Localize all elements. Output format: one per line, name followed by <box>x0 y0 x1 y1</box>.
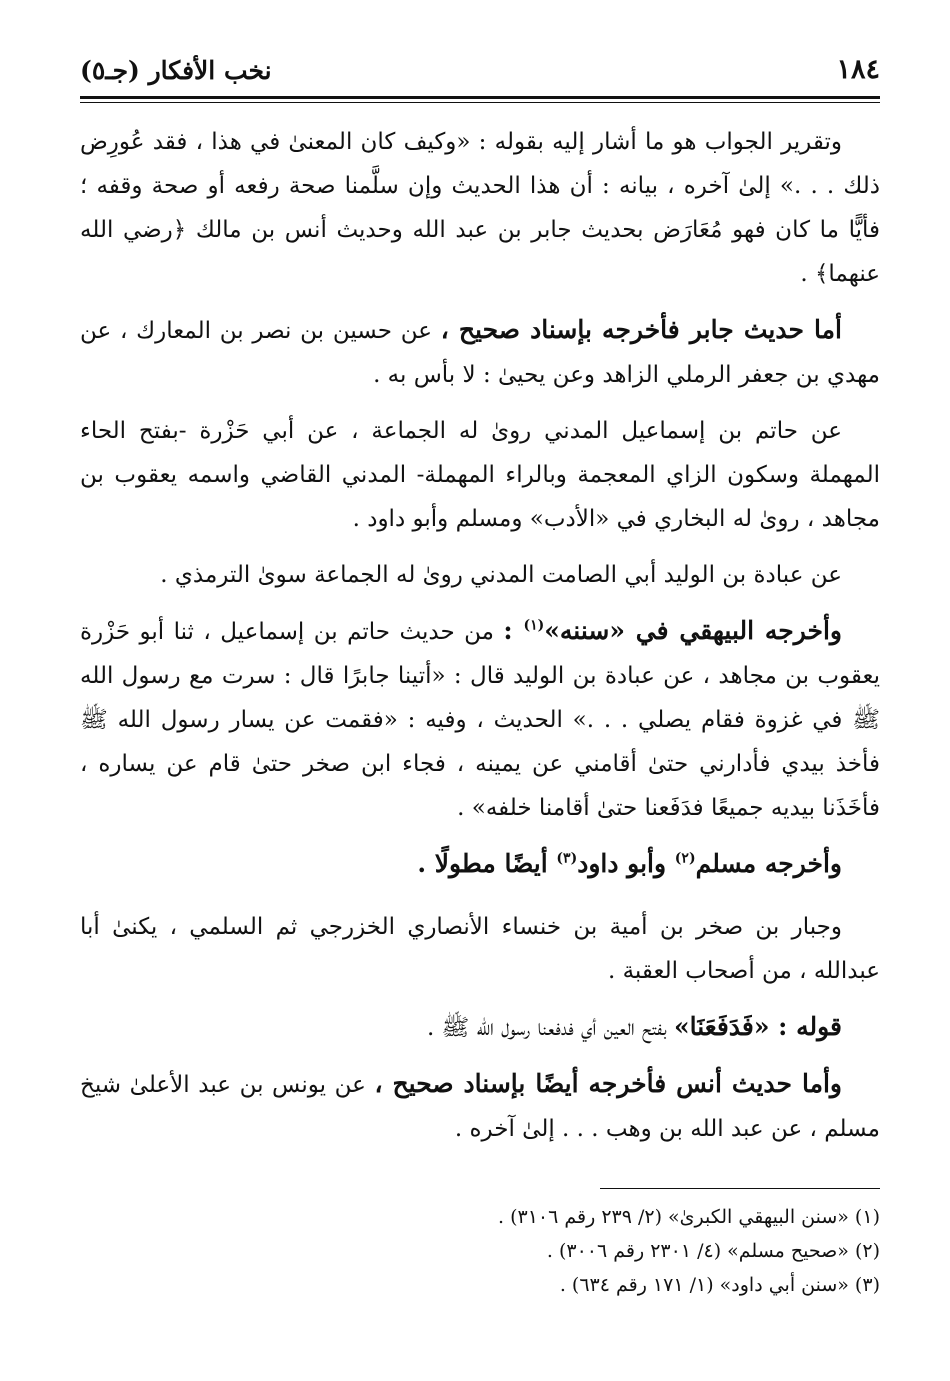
header-rule-thick <box>80 96 880 99</box>
paragraph-anas-hadith <box>80 1062 880 1151</box>
paragraph-text: بفتح العين أي فدفعنا رسول الله ﷺ . <box>426 1015 674 1041</box>
footnotes <box>80 1200 880 1302</box>
paragraph-jabir-hadith <box>80 308 880 397</box>
paragraph-text: عن حسين بن نصر بن المعارك ، عن مهدي بن جعفر الرملي الزاهد وعن يحيىٰ : لا بأس به . <box>80 318 880 388</box>
paragraph-bayhaqi <box>80 609 880 830</box>
heading-jabir: أما حديث جابر فأخرجه بإسناد صحيح ، <box>440 315 842 344</box>
heading-text: وأبو داود <box>577 849 675 878</box>
footnote-1: (١) «سنن البيهقي الكبرىٰ» (٢/ ٢٣٩ رقم ٣١٠٦) . <box>498 1206 880 1228</box>
footnote-ref-2: (٢) <box>674 850 696 867</box>
main-text <box>80 120 880 1163</box>
header-rule-thin <box>80 102 880 103</box>
paragraph-jabbar: وجبار بن صخر بن أمية بن خنساء الأنصاري الخزرجي ثم السلمي ، يكنىٰ أبا عبدالله ، من أصحاب العقبة . <box>80 914 880 984</box>
heading-muslim <box>417 849 842 878</box>
paragraph-ubada: عن عبادة بن الوليد أبي الصامت المدني روىٰ له الجماعة سوىٰ الترمذي . <box>160 562 842 588</box>
page-number: ١٨٤ <box>836 54 880 85</box>
footnote-ref-1: (١) <box>523 617 545 634</box>
running-title: نخب الأفكار (جـ٥) <box>80 56 272 85</box>
paragraph-text: عن يونس بن عبد الأعلىٰ شيخ مسلم ، عن عبد الله بن وهب . . . إلىٰ آخره . <box>80 1072 880 1142</box>
heading-anas: وأما حديث أنس فأخرجه أيضًا بإسناد صحيح ، <box>374 1069 842 1098</box>
page-header <box>80 52 880 92</box>
footnote-3: (٣) «سنن أبي داود» (١/ ١٧١ رقم ٦٣٤) . <box>559 1274 880 1296</box>
heading-text: وأخرجه مسلم <box>695 849 842 878</box>
paragraph-hatim: عن حاتم بن إسماعيل المدني روىٰ له الجماعة ، عن أبي حَزْرة -بفتح الحاء المهملة وسكون الزاي المعجمة وبالراء المهملة- المدني القاضي واسمه يعقوب بن مجاهد ، روىٰ له البخاري في «الأدب» ومسلم وأبو داود . <box>80 418 880 532</box>
paragraph-text: من حديث حاتم بن إسماعيل ، ثنا أبو حَزْرة يعقوب بن مجاهد ، عن عبادة بن الوليد قال : «أتينا جابرًا قال : سرت مع رسول الله ﷺ في غزوة فقام يصلي . . .» الحديث ، وفيه : «فقمت عن يسار رسول الله ﷺ فأخذ بيدي فأدارني حتىٰ أقامني عن يمينه ، فجاء ابن صخر حتىٰ قام عن يساره ، فأخَذَنا بيديه جميعًا فدَفَعنا حتىٰ أقامنا خلفه» . <box>80 619 880 821</box>
heading-text: أيضًا مطولًا . <box>417 849 557 878</box>
footnote-ref-3: (٣) <box>556 850 578 867</box>
heading-bayhaqi <box>503 616 842 645</box>
paragraph-qawluhu <box>80 1005 880 1050</box>
heading-text: وأخرجه البيهقي في «سننه» <box>544 616 843 645</box>
heading-qawluhu: قوله : «فَدَفَعَنَا» <box>673 1012 842 1041</box>
heading-colon: : <box>503 616 524 645</box>
paragraph-muslim-abudawud <box>80 842 880 887</box>
paragraph-answer: وتقرير الجواب هو ما أشار إليه بقوله : «وكيف كان المعنىٰ في هذا ، فقد عُورِض ذلك . . .» إلىٰ آخره ، بيانه : أن هذا الحديث وإن سلَّمنا صحة رفعه أو صحة وقفه ؛ فأيًّا ما كان فهو مُعَارَض بحديث جابر بن عبد الله وحديث أنس بن مالك ﴿رضي الله عنهما﴾ . <box>80 129 880 287</box>
footnote-separator <box>600 1188 880 1189</box>
footnote-2: (٢) «صحيح مسلم» (٤/ ٢٣٠١ رقم ٣٠٠٦) . <box>546 1240 880 1262</box>
